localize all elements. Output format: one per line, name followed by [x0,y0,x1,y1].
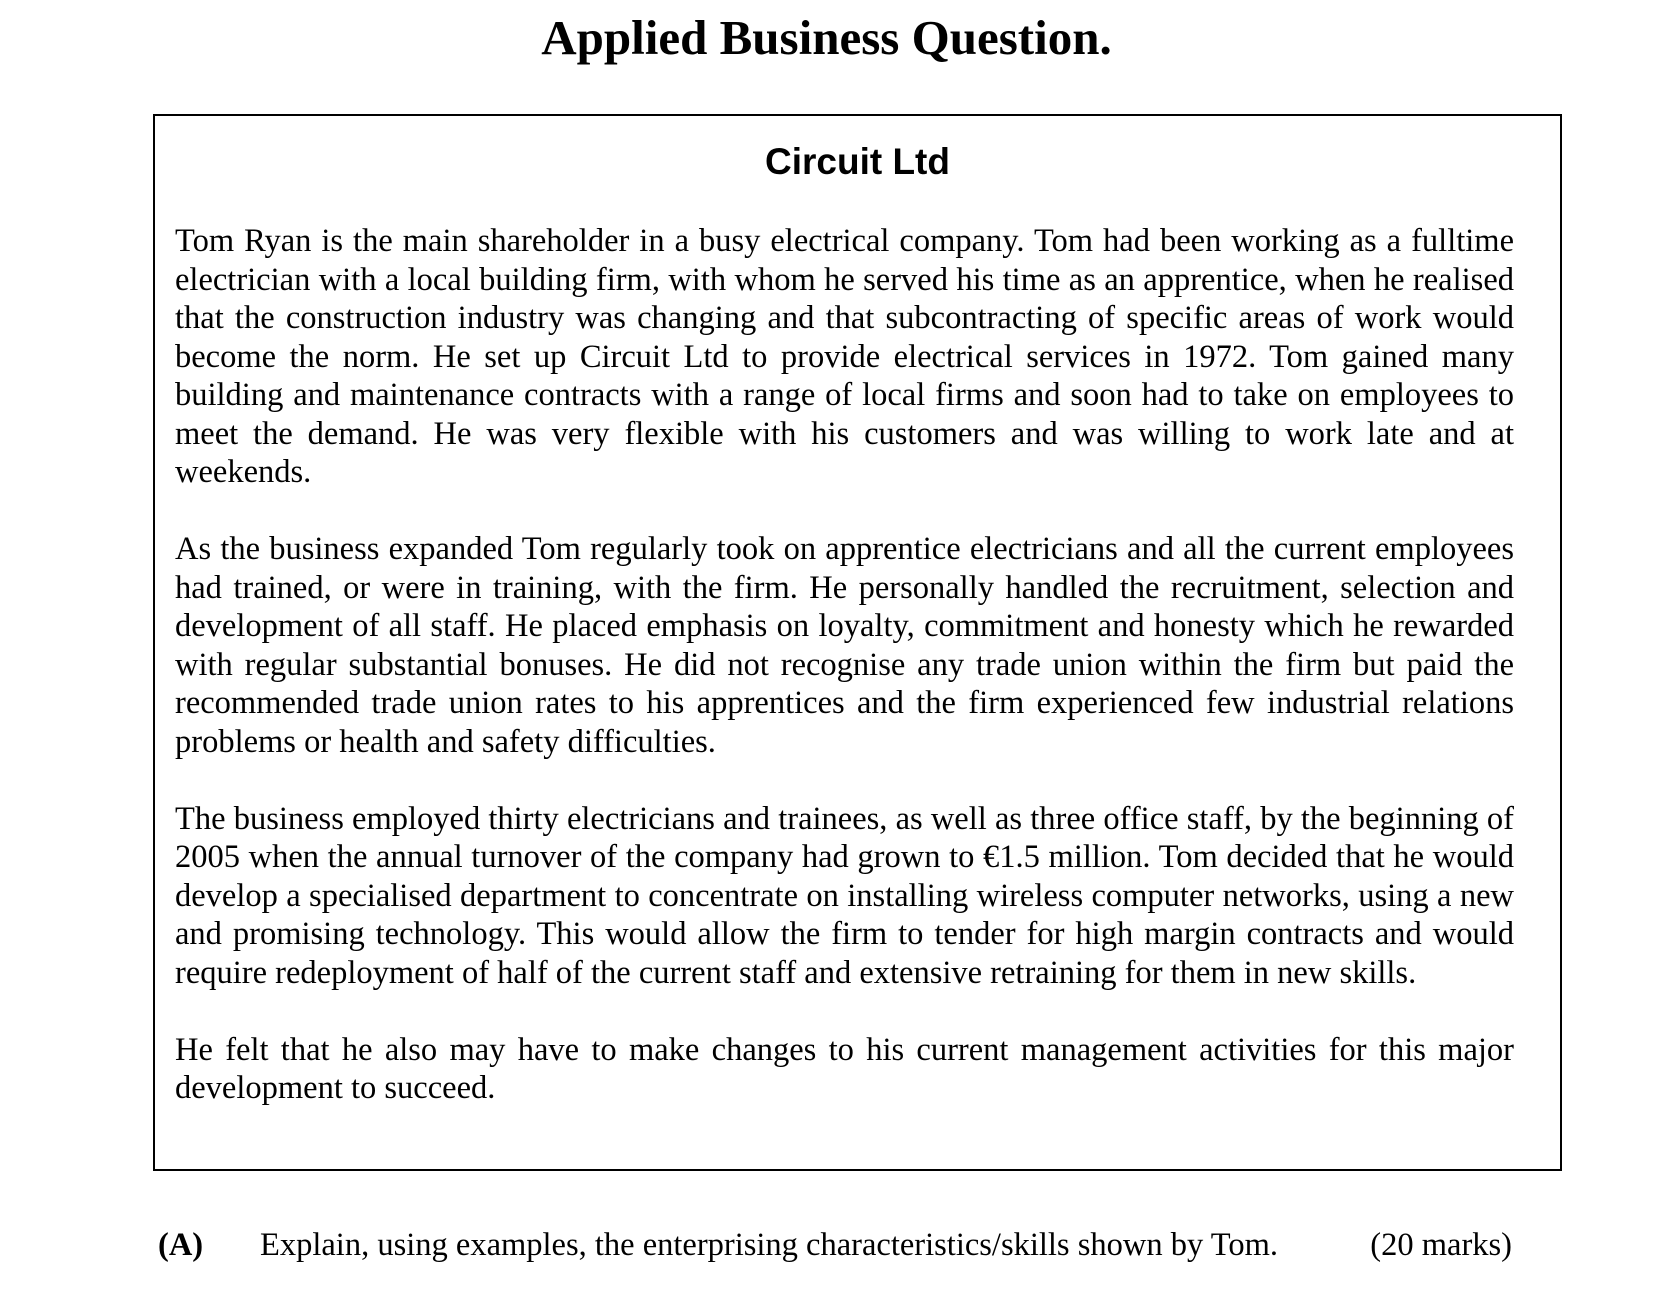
page-title: Applied Business Question. [541,10,1112,65]
case-paragraph-4: He felt that he also may have to make changes to his current management activities for this major development to succeed. [175,1031,1514,1106]
case-study-box [153,114,1562,1171]
question-marks: (20 marks) [1370,1227,1512,1263]
case-paragraph-2: As the business expanded Tom regularly took on apprentice electricians and all the current employees had trained, or were in training, with the firm. He personally handled the recruitment, selection and development of all staff. He placed emphasis on loyalty, commitment and honesty which he rewarded with regular substantial bonuses. He did not recognise any trade union within the firm but paid the recommended trade union rates to his apprentices and the firm experienced few industrial relations problems or health and safety difficulties. [175,531,1514,760]
case-study-body [175,222,1514,1146]
case-study-title: Circuit Ltd [765,141,950,182]
case-paragraph-1: Tom Ryan is the main shareholder in a busy electrical company. Tom had been working as a fulltime electrician with a local building firm, with whom he served his time as an apprentice, when he realised that the construction industry was changing and that subcontracting of specific areas of work would become the norm. He set up Circuit Ltd to provide electrical services in 1972. Tom gained many building and maintenance contracts with a range of local firms and soon had to take on employees to meet the demand. He was very flexible with his customers and was willing to work late and at weekends. [175,223,1514,490]
question-a [158,1220,1512,1270]
case-paragraph-3: The business employed thirty electricians and trainees, as well as three office staff, by the beginning of 2005 when the annual turnover of the company had grown to €1.5 million. Tom decided that he would develop a specialised department to concentrate on installing wireless computer networks, using a new and promising technology. This would allow the firm to tender for high margin contracts and would require redeployment of half of the current staff and extensive retraining for them in new skills. [175,800,1514,991]
question-text: Explain, using examples, the enterprising characteristics/skills shown by Tom. [260,1227,1278,1263]
question-label: (A) [158,1227,204,1263]
